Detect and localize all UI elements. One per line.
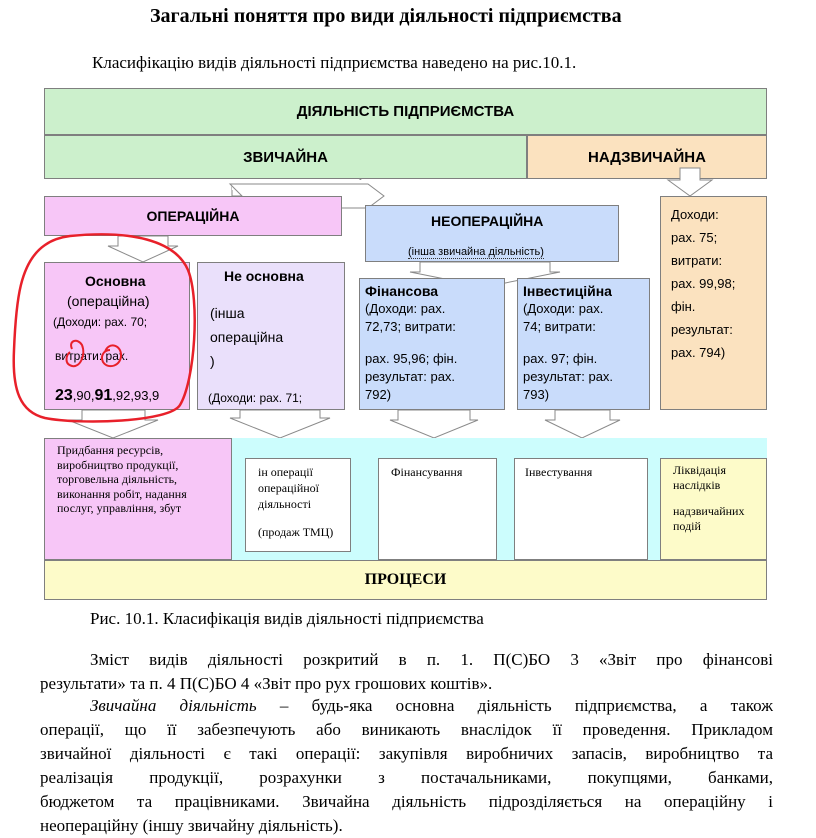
main-title: Основна	[85, 273, 146, 289]
intro-text: Класифікацію видів діяльності підприємства наведено на рис.10.1.	[92, 53, 577, 72]
process-extra-line: Ліквідація	[673, 463, 727, 477]
para2-line: реалізація продукції, розрахунки з постачальниками, покупцями, банками,	[40, 768, 773, 787]
acc-rest: ,92,93,9	[112, 388, 160, 403]
process-other-line: діяльності	[258, 497, 312, 511]
main-line2: витрати: рах.	[55, 349, 129, 363]
processes-label: ПРОЦЕСИ	[364, 571, 447, 588]
process-extra-line: наслідків	[673, 477, 721, 492]
investment-line: 74; витрати:	[523, 319, 596, 334]
financial-line: 792)	[365, 387, 392, 402]
small-red-circle-1	[67, 341, 84, 366]
acc-23: 23	[55, 387, 73, 404]
para2-term: Звичайна діяльність	[90, 696, 257, 715]
process-main-text: Придбання ресурсів, виробництво продукції, торговельна діяльність, виконання робіт, надання послуг, управління, збут	[57, 443, 187, 515]
paragraph-2	[40, 694, 773, 838]
financial-line: результат: рах.	[365, 369, 456, 384]
nonmain-bottom: (Доходи: рах. 71;	[208, 391, 303, 405]
investment-line: рах. 97; фін.	[523, 351, 598, 366]
big-red-circle	[14, 234, 195, 421]
financial-title: Фінансова	[365, 283, 439, 299]
process-other-line: операційної	[258, 481, 320, 495]
process-inv-text: Інвестування	[525, 465, 593, 479]
ordinary-label: ЗВИЧАЙНА	[243, 148, 328, 166]
nonoperating-title: НЕОПЕРАЦІЙНА	[431, 213, 544, 229]
processes-band	[44, 560, 767, 600]
nonoperating-sub: (інша звичайна діяльність)	[408, 246, 544, 258]
operating-label: ОПЕРАЦІЙНА	[146, 208, 240, 224]
process-extra-line: подій	[673, 518, 701, 533]
process-other-line: ін операції	[258, 465, 313, 479]
para2-line: звичайної діяльності є такі операції: закупівля виробничих запасів, виробництво та	[40, 744, 773, 763]
acc-91: 91	[94, 387, 113, 404]
financial-line: рах. 95,96; фін.	[365, 351, 458, 366]
process-extra-line: надзвичайних	[673, 504, 745, 518]
small-red-circle-2	[102, 345, 121, 366]
process-main-box	[44, 438, 232, 560]
nonmain-title: Не основна	[224, 268, 304, 284]
investment-line: 793)	[523, 387, 550, 402]
main-sub: (операційна)	[67, 293, 150, 309]
process-other-extra: (продаж ТМЦ)	[258, 525, 334, 539]
para2-line: операції, що її забезпечують або виникають внаслідок її проведення. Прикладом	[40, 720, 773, 739]
financial-line: 72,73; витрати:	[365, 319, 456, 334]
figure-caption: Рис. 10.1. Класифікація видів діяльності підприємства	[90, 609, 484, 628]
extraordinary-label: НАДЗВИЧАЙНА	[588, 148, 706, 166]
process-extra-box	[660, 458, 767, 560]
extra-line: результат:	[671, 322, 733, 337]
nonmain-line: операційна	[210, 329, 284, 345]
nonmain-line: (інша	[210, 305, 245, 321]
paragraph-1	[40, 648, 773, 696]
process-fin-box	[378, 458, 497, 560]
investment-line: (Доходи: рах.	[523, 301, 604, 316]
extra-line: рах. 794)	[671, 345, 726, 360]
extra-line: Доходи:	[671, 207, 719, 222]
extra-line: рах. 75;	[671, 230, 718, 245]
page-title: Загальні поняття про види діяльності підприємства	[150, 5, 622, 27]
process-fin-text: Фінансування	[391, 465, 463, 479]
para2-line: бюджетом та працівниками. Звичайна діяльність підрозділяється на операційну і	[40, 792, 773, 811]
para2-last: неопераційну (іншу звичайну діяльність).	[40, 816, 343, 835]
para2-line1-rest: – будь-яка основна діяльність підприємства, а також	[256, 696, 773, 715]
nonmain-line: )	[210, 353, 215, 369]
process-other-box	[245, 458, 351, 552]
investment-line: результат: рах.	[523, 369, 614, 384]
main-line1: (Доходи: рах. 70;	[53, 315, 148, 329]
enterprise-activity-label: ДІЯЛЬНІСТЬ ПІДПРИЄМСТВА	[296, 103, 515, 120]
process-inv-box	[514, 458, 648, 560]
extra-line: рах. 99,98;	[671, 276, 736, 291]
process-strip	[232, 438, 767, 458]
investment-title: Інвестиційна	[523, 283, 612, 299]
para1-line2: результати» та п. 4 П(С)БО 4 «Звіт про рух грошових коштів».	[40, 674, 493, 693]
para2-line1	[40, 694, 773, 718]
financial-line: (Доходи: рах.	[365, 301, 446, 316]
para1-line1: Зміст видів діяльності розкритий в п. 1. П(С)БО 3 «Звіт про фінансові	[90, 650, 773, 669]
extra-line: фін.	[671, 299, 696, 314]
acc-90: ,90,	[72, 388, 95, 403]
extra-line: витрати:	[671, 253, 723, 268]
